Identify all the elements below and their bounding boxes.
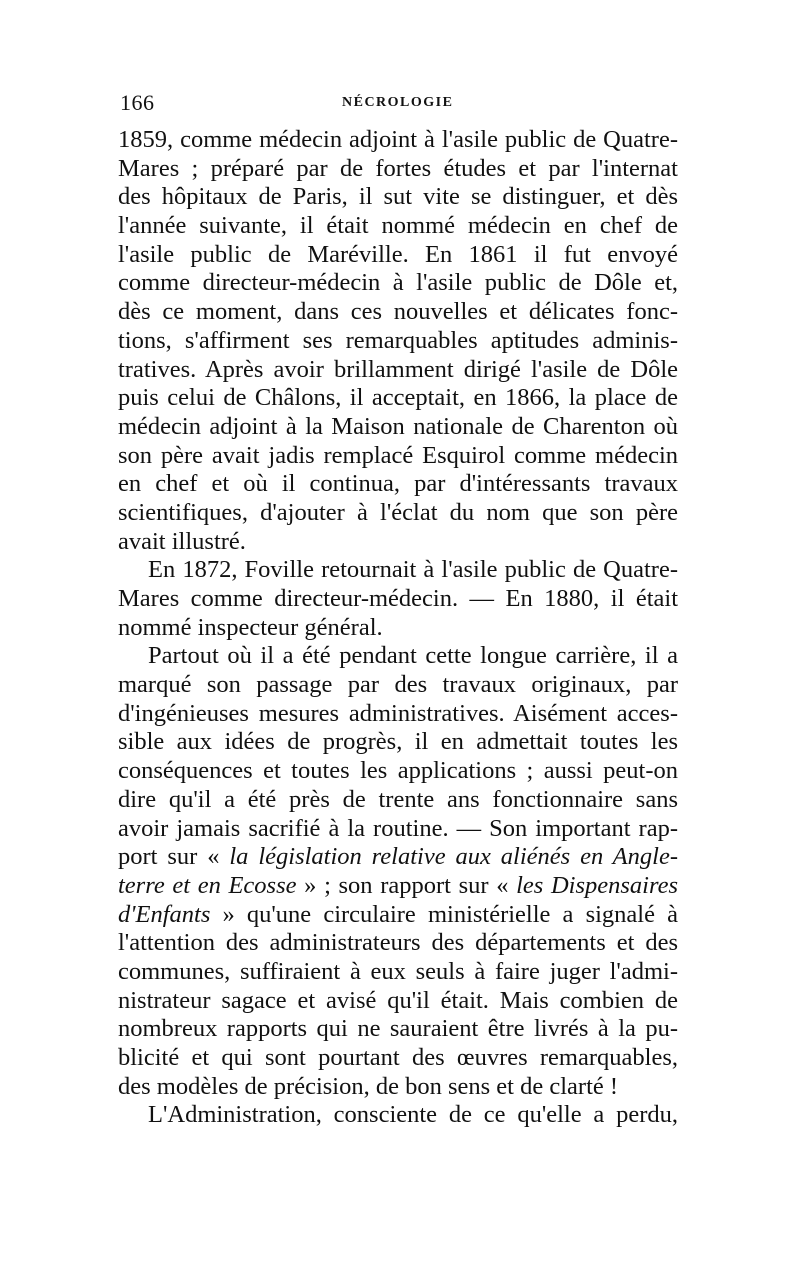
text-line: nommé inspecteur général. [118, 613, 383, 641]
text-line: tratives. Après avoir brillamment dirigé l'asile de Dôle [118, 355, 678, 383]
text-line [118, 901, 678, 930]
text-fragment: port sur « [118, 843, 230, 871]
running-title: NÉCROLOGIE [342, 95, 454, 110]
italic-title: d'Enfants [118, 900, 211, 928]
text-line [118, 872, 678, 901]
text-line: L'Administration, consciente de ce qu'elle a perdu, [148, 1101, 678, 1129]
text-line: en chef et où il continua, par d'intéressants travaux [118, 470, 678, 498]
text-line: dès ce moment, dans ces nouvelles et délicates fonc- [118, 298, 678, 326]
text-line: communes, suffiraient à eux seuls à faire juger l'admi- [118, 957, 678, 985]
text-line: comme directeur-médecin à l'asile public de Dôle et, [118, 269, 678, 297]
text-line: avait illustré. [118, 527, 246, 555]
text-fragment: » ; son rapport sur « [296, 871, 517, 899]
italic-title: terre et en Ecosse [118, 871, 297, 899]
text-line [118, 843, 678, 872]
text-line: tions, s'affirment ses remarquables aptitudes adminis- [118, 326, 678, 354]
text-line: l'asile public de Maréville. En 1861 il fut envoyé [118, 240, 678, 268]
text-line: d'ingénieuses mesures administratives. Aisément acces- [118, 699, 678, 727]
text-line: médecin adjoint à la Maison nationale de Charenton où [118, 412, 678, 440]
page-header [120, 90, 680, 120]
text-line: l'année suivante, il était nommé médecin en chef de [118, 212, 678, 240]
text-line: Partout où il a été pendant cette longue carrière, il a [148, 642, 678, 670]
text-line: puis celui de Châlons, il acceptait, en 1866, la place de [118, 384, 678, 412]
text-line: Mares comme directeur-médecin. — En 1880, il était [118, 585, 678, 612]
text-line: Mares ; préparé par de fortes études et par l'internat [118, 154, 678, 182]
text-line: dire qu'il a été près de trente ans fonctionnaire sans [118, 785, 678, 813]
text-line: conséquences et toutes les applications ; aussi peut-on [118, 757, 678, 785]
text-line: des modèles de précision, de bon sens et de clarté ! [118, 1072, 619, 1100]
text-line: avoir jamais sacrifié à la routine. — Son important rap- [118, 814, 678, 842]
text-line: nistrateur sagace et avisé qu'il était. Mais combien de [118, 986, 678, 1014]
text-fragment: » qu'une circulaire ministérielle a signalé à [210, 900, 678, 928]
text-line: En 1872, Foville retournait à l'asile public de Quatre- [148, 556, 678, 584]
text-line: scientifiques, d'ajouter à l'éclat du nom que son père [118, 498, 678, 526]
page-number: 166 [120, 90, 155, 115]
text-line: sible aux idées de progrès, il en admettait toutes les [118, 728, 678, 756]
italic-title: la législation relative aux aliénés en Angle- [229, 843, 678, 871]
text-line: marqué son passage par des travaux originaux, par [118, 671, 678, 699]
italic-title: les Dispensaires [516, 871, 678, 899]
text-line: son père avait jadis remplacé Esquirol comme médecin [118, 441, 678, 469]
text-line: l'attention des administrateurs des départements et des [118, 929, 678, 957]
text-line: nombreux rapports qui ne sauraient être livrés à la pu- [118, 1015, 678, 1043]
text-line: des hôpitaux de Paris, il sut vite se distinguer, et dès [118, 183, 678, 211]
text-line: blicité et qui sont pourtant des œuvres remarquables, [118, 1044, 678, 1071]
text-line: 1859, comme médecin adjoint à l'asile public de Quatre- [118, 126, 678, 153]
body-text [118, 126, 678, 1130]
